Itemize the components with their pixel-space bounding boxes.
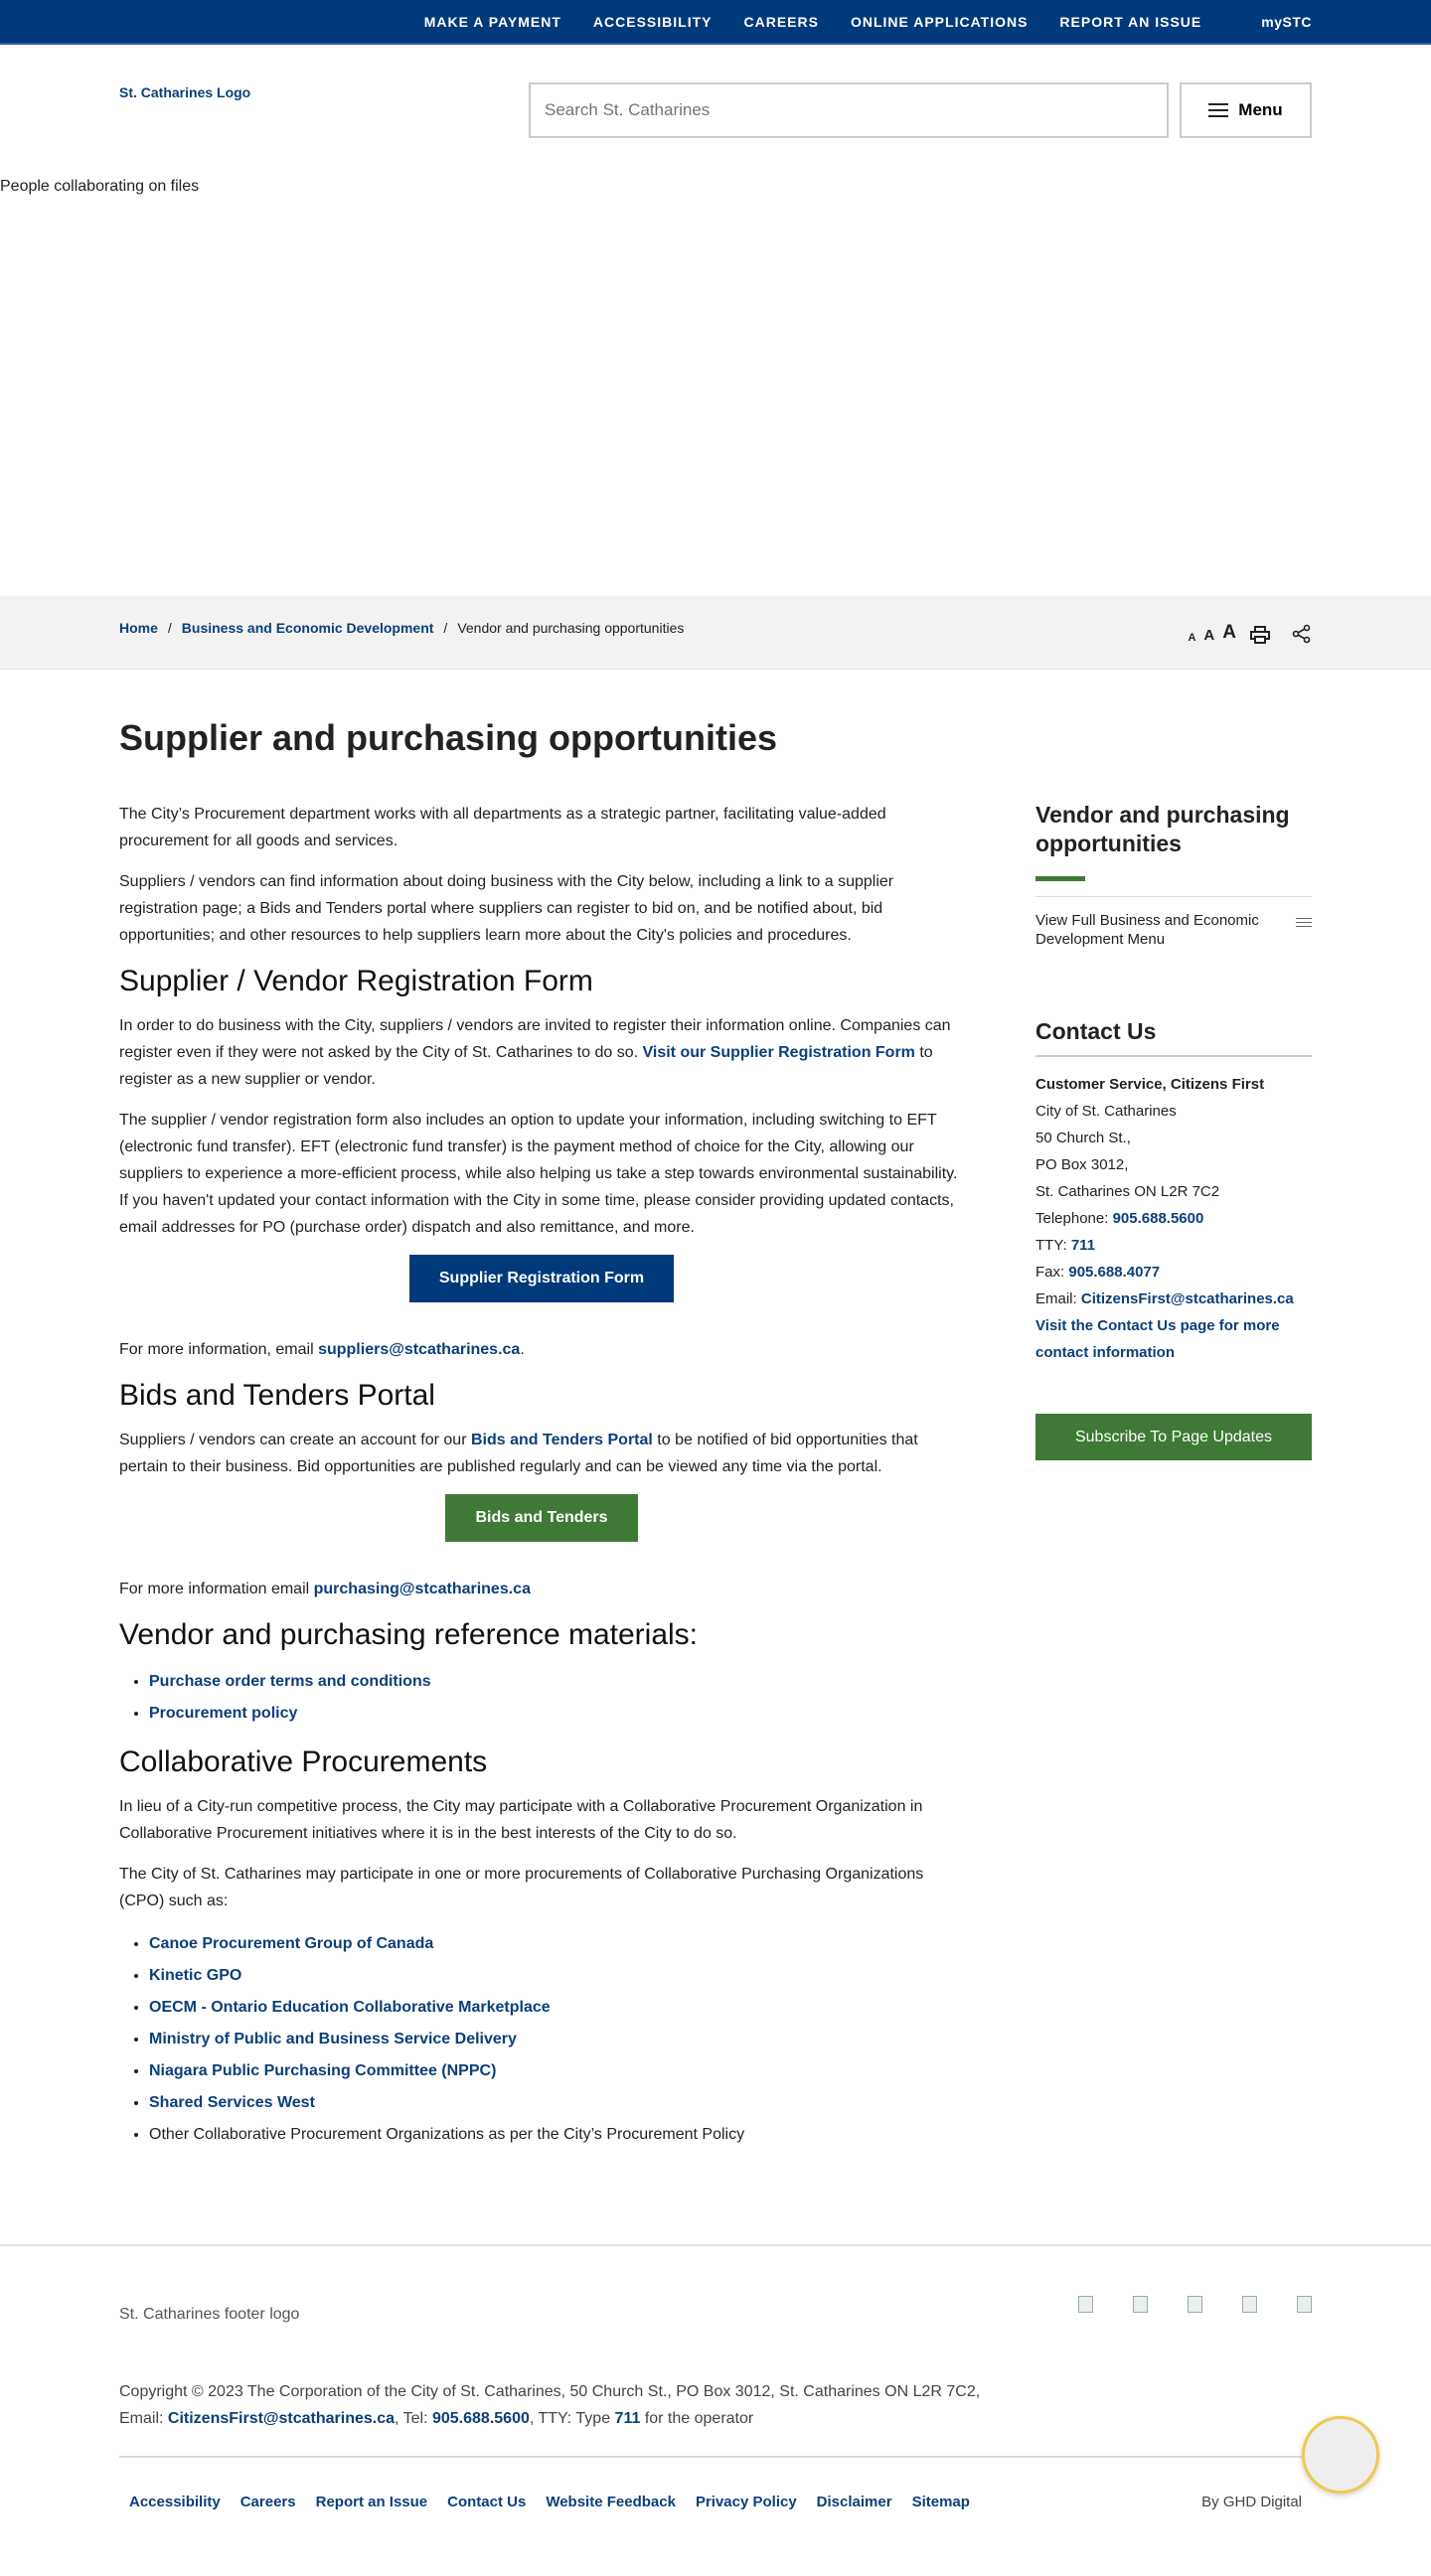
print-icon[interactable]: [1250, 626, 1270, 644]
text-size-medium-button[interactable]: A: [1203, 626, 1215, 644]
footer-link-sitemap[interactable]: Sitemap: [911, 2494, 970, 2510]
registration-heading: Supplier / Vendor Registration Form: [119, 965, 593, 997]
text: to register as a new supplier or vendor.: [119, 1044, 933, 1088]
social-icon[interactable]: [1188, 2296, 1202, 2313]
social-icon[interactable]: [1242, 2296, 1257, 2313]
list-item: [149, 1928, 964, 1960]
share-icon[interactable]: [1292, 624, 1312, 644]
nav-accessibility[interactable]: ACCESSIBILITY: [592, 13, 713, 30]
intro-paragraph: Suppliers / vendors can find information about doing business with the City below, including a link to a supplier registration page; a Bids and Tenders portal where suppliers can register to bid on, and be notified about, bid opportunities; and other resources to help suppliers learn more about the City's policies and procedures.: [119, 873, 894, 944]
label: , TTY: Type: [529, 2410, 611, 2427]
nav-report-issue[interactable]: REPORT AN ISSUE: [1059, 13, 1202, 30]
bids-paragraph: [119, 1427, 964, 1480]
label: Telephone:: [1035, 1210, 1109, 1227]
reference-heading: Vendor and purchasing reference materials:: [119, 1618, 699, 1651]
label: Email:: [119, 2410, 164, 2427]
cpo-link[interactable]: Shared Services West: [149, 2094, 315, 2111]
list-item: [149, 2024, 964, 2055]
breadcrumb-sep: /: [443, 619, 448, 636]
nav-mystc[interactable]: mySTC: [1261, 13, 1312, 30]
breadcrumb-bar: [0, 596, 1431, 670]
hamburger-icon: [1208, 103, 1228, 117]
registration-form-link[interactable]: Visit our Supplier Registration Form: [642, 1044, 915, 1061]
cpo-list: [149, 1928, 964, 2151]
reference-list: [149, 1666, 964, 1730]
email-link[interactable]: CitizensFirst@stcatharines.ca: [1080, 1290, 1294, 1307]
nav-make-payment[interactable]: MAKE A PAYMENT: [423, 13, 561, 30]
cpo-link[interactable]: Kinetic GPO: [149, 1967, 242, 1984]
breadcrumb-parent[interactable]: Business and Economic Development: [181, 619, 434, 636]
text-size-small-button[interactable]: A: [1188, 631, 1196, 644]
contact-heading: Contact Us: [1035, 1018, 1312, 1057]
page-tools: [1188, 622, 1312, 644]
address-line: City of St. Catharines: [1035, 1103, 1177, 1120]
menu-button[interactable]: [1180, 82, 1312, 138]
phone-link[interactable]: 905.688.5600: [1112, 1210, 1204, 1227]
contact-page-link[interactable]: Visit the Contact Us page for more contact information: [1035, 1317, 1280, 1361]
supplier-registration-button[interactable]: Supplier Registration Form: [409, 1255, 674, 1302]
address-line: 50 Church St.,: [1035, 1130, 1131, 1146]
list-item: [149, 1960, 964, 1992]
footer-link-contact[interactable]: Contact Us: [447, 2494, 527, 2510]
menu-lines-icon: [1296, 918, 1312, 927]
footer-email-link[interactable]: CitizensFirst@stcatharines.ca: [167, 2410, 396, 2427]
contact-box: [1035, 1018, 1312, 1460]
social-icon[interactable]: [1078, 2296, 1093, 2313]
tty-link[interactable]: 711: [1070, 1237, 1096, 1254]
text: For more information email: [119, 1581, 310, 1597]
footer-link-report-issue[interactable]: Report an Issue: [315, 2494, 428, 2510]
social-icon[interactable]: [1133, 2296, 1148, 2313]
list-item: [149, 2087, 964, 2119]
copyright: [119, 2378, 980, 2432]
text: to be notified of bid opportunities that pertain to their business. Bid opportunities are published regularly and can be viewed any time via the portal.: [119, 1432, 918, 1475]
purchasing-email-link[interactable]: purchasing@stcatharines.ca: [313, 1581, 531, 1597]
footer-tty-link[interactable]: 711: [614, 2410, 641, 2427]
footer-link-disclaimer[interactable]: Disclaimer: [816, 2494, 892, 2510]
collab-heading: Collaborative Procurements: [119, 1745, 488, 1778]
list-item: [149, 2055, 964, 2087]
floating-chat-button[interactable]: [1302, 2416, 1379, 2494]
label: , Tel:: [395, 2410, 428, 2427]
footer-logo[interactable]: St. Catharines footer logo: [119, 2306, 300, 2323]
sidebar-accent-bar: [1035, 876, 1085, 881]
top-utility-nav: [0, 0, 1431, 45]
text: For more information, email: [119, 1341, 314, 1358]
social-links: [1078, 2296, 1312, 2313]
sidebar-title: Vendor and purchasing opportunities: [1035, 802, 1290, 856]
registration-paragraph: [119, 1012, 964, 1093]
label: TTY:: [1035, 1237, 1067, 1254]
list-item: [149, 1666, 964, 1698]
subscribe-button[interactable]: Subscribe To Page Updates: [1035, 1414, 1312, 1460]
page-title: Supplier and purchasing opportunities: [119, 717, 778, 758]
text: In order to do business with the City, suppliers / vendors are invited to register their information online. Companies can register even if they were not asked by the City of St. Catharines to do so.: [119, 1017, 951, 1061]
site-header: [0, 45, 1431, 174]
breadcrumb-home[interactable]: Home: [119, 619, 158, 636]
main-content: [119, 670, 964, 2165]
nav-careers[interactable]: CAREERS: [743, 13, 819, 30]
suppliers-email-paragraph: For more information, email suppliers@stcatharines.ca.: [119, 1341, 525, 1358]
purchasing-email-paragraph: [119, 1576, 964, 1602]
sidebar: [1035, 670, 1312, 2165]
collab-paragraph: The City of St. Catharines may participate in one or more procurements of Collaborative Purchasing Organizations (CPO) such as:: [119, 1866, 924, 1909]
footer-links: [129, 2494, 970, 2510]
cpo-link[interactable]: Ministry of Public and Business Service Delivery: [149, 2031, 517, 2047]
breadcrumb: [119, 620, 684, 636]
cpo-link[interactable]: Niagara Public Purchasing Committee (NPPC): [149, 2062, 497, 2079]
social-icon[interactable]: [1297, 2296, 1312, 2313]
credit[interactable]: By GHD Digital: [1201, 2494, 1302, 2510]
sidebar-menu-label: View Full Business and Economic Development Menu: [1035, 912, 1259, 948]
footer-phone-link[interactable]: 905.688.5600: [431, 2410, 530, 2427]
list-item: [149, 1698, 964, 1730]
list-item: [149, 1992, 964, 2024]
footer-link-privacy[interactable]: Privacy Policy: [695, 2494, 797, 2510]
search-input[interactable]: [529, 82, 1169, 138]
address-line: St. Catharines ON L2R 7C2: [1035, 1183, 1220, 1200]
footer-link-careers[interactable]: Careers: [239, 2494, 296, 2510]
bids-tenders-button[interactable]: Bids and Tenders: [445, 1494, 637, 1542]
label: Email:: [1035, 1290, 1077, 1307]
bids-portal-link[interactable]: Bids and Tenders Portal: [470, 1432, 653, 1448]
nav-online-applications[interactable]: ONLINE APPLICATIONS: [850, 13, 1029, 30]
collab-paragraph: In lieu of a City-run competitive process, the City may participate with a Collaborative Procurement Organization in Collaborative Procurement initiatives where it is in the best interests of the City to do so.: [119, 1798, 923, 1842]
address-line: PO Box 3012,: [1035, 1156, 1129, 1173]
contact-name: Customer Service, Citizens First: [1035, 1076, 1265, 1093]
procurement-policy-link[interactable]: Procurement policy: [149, 1705, 298, 1722]
menu-label: Menu: [1238, 100, 1283, 119]
suppliers-email-link[interactable]: suppliers@stcatharines.ca: [318, 1341, 521, 1358]
text-size-large-button[interactable]: A: [1222, 621, 1236, 643]
intro-paragraph: The City’s Procurement department works with all departments as a strategic partner, facilitating value-added procurement for all goods and services.: [119, 806, 886, 849]
text: Suppliers / vendors can create an account for our: [119, 1432, 467, 1448]
footer-divider: [119, 2456, 1312, 2458]
copyright-text: Copyright © 2023 The Corporation of the City of St. Catharines, 50 Church St., PO Box 3012, St. Catharines ON L2R 7C2,: [119, 2383, 981, 2400]
fax-link[interactable]: 905.688.4077: [1068, 1264, 1161, 1281]
po-terms-link[interactable]: Purchase order terms and conditions: [149, 1673, 431, 1690]
bids-heading: Bids and Tenders Portal: [119, 1379, 435, 1412]
cpo-link[interactable]: Canoe Procurement Group of Canada: [149, 1935, 434, 1952]
main-area: [0, 670, 1431, 2165]
site-logo[interactable]: St. Catharines Logo: [119, 84, 251, 100]
breadcrumb-current: Vendor and purchasing opportunities: [457, 619, 685, 636]
label: for the operator: [644, 2410, 754, 2427]
breadcrumb-sep: /: [167, 619, 172, 636]
hero-image: [0, 174, 1431, 596]
footer-link-feedback[interactable]: Website Feedback: [546, 2494, 676, 2510]
sidebar-menu-toggle[interactable]: [1035, 896, 1312, 949]
footer: [0, 2244, 1431, 2510]
eft-paragraph: The supplier / vendor registration form also includes an option to update your information, including switching to EFT (electronic fund transfer). EFT (electronic fund transfer) is the payment method of choice for the City, allowing our suppliers to experience a more-efficient process, while also helping us take a step towards environmental sustainability. If you haven't updated your contact information with the City in some time, please consider providing updated contacts, email addresses for PO (purchase order) dispatch and also remittance, and more.: [119, 1112, 958, 1236]
label: Fax:: [1035, 1264, 1065, 1281]
list-item: • Other Collaborative Procurement Organizations as per the City’s Procurement Policy: [149, 2119, 964, 2151]
cpo-link[interactable]: OECM - Ontario Education Collaborative Marketplace: [149, 1999, 551, 2016]
footer-link-accessibility[interactable]: Accessibility: [129, 2494, 221, 2510]
hero-alt-text: People collaborating on files: [0, 178, 200, 195]
